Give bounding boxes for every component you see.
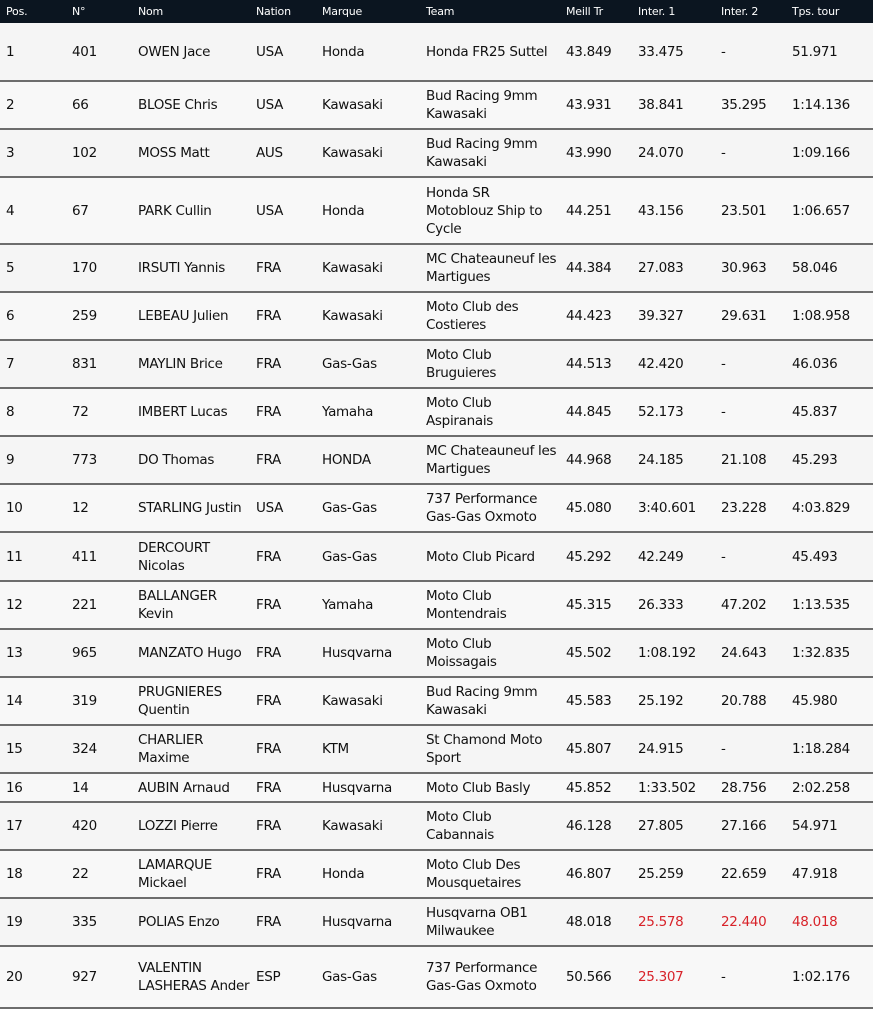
cell-pos: 17: [0, 802, 66, 850]
cell-best-lap: 43.990: [560, 129, 632, 177]
cell-lap-time: 45.837: [786, 388, 873, 436]
cell-best-lap: 46.807: [560, 850, 632, 898]
cell-pos: 6: [0, 292, 66, 340]
cell-brand: Kawasaki: [316, 292, 420, 340]
cell-inter-2: 23.501: [715, 177, 786, 244]
table-row[interactable]: [0, 81, 873, 129]
cell-lap-time: 1:14.136: [786, 81, 873, 129]
cell-number: 14: [66, 773, 132, 802]
table-row[interactable]: [0, 484, 873, 532]
cell-number: 324: [66, 725, 132, 773]
cell-pos: 16: [0, 773, 66, 802]
cell-best-lap: 45.502: [560, 629, 632, 677]
cell-nation: FRA: [250, 340, 316, 388]
cell-lap-time: 45.293: [786, 436, 873, 484]
cell-name: PARK Cullin: [132, 177, 250, 244]
cell-inter-2: 35.295: [715, 81, 786, 129]
cell-nation: USA: [250, 484, 316, 532]
cell-number: 67: [66, 177, 132, 244]
cell-number: 420: [66, 802, 132, 850]
header-brand[interactable]: Marque: [322, 5, 363, 18]
table-row[interactable]: [0, 388, 873, 436]
cell-number: 335: [66, 898, 132, 946]
cell-lap-time: 1:13.535: [786, 581, 873, 629]
cell-name: IMBERT Lucas: [132, 388, 250, 436]
cell-pos: 9: [0, 436, 66, 484]
cell-inter-1: 52.173: [632, 388, 715, 436]
cell-name: DO Thomas: [132, 436, 250, 484]
cell-pos: 15: [0, 725, 66, 773]
header-name[interactable]: Nom: [138, 5, 164, 18]
cell-brand: Gas-Gas: [316, 340, 420, 388]
cell-name: AUBIN Arnaud: [132, 773, 250, 802]
table-body: [0, 23, 873, 1008]
cell-team: MC Chateauneuf les Martigues: [420, 436, 560, 484]
cell-best-lap: 45.583: [560, 677, 632, 725]
cell-number: 965: [66, 629, 132, 677]
cell-inter-2: -: [715, 340, 786, 388]
cell-best-lap: 44.384: [560, 244, 632, 292]
cell-team: Honda FR25 Suttel: [420, 23, 560, 81]
cell-brand: Honda: [316, 850, 420, 898]
cell-pos: 5: [0, 244, 66, 292]
cell-name: MANZATO Hugo: [132, 629, 250, 677]
cell-name: MOSS Matt: [132, 129, 250, 177]
cell-nation: FRA: [250, 244, 316, 292]
cell-inter-2: 27.166: [715, 802, 786, 850]
cell-best-lap: 44.968: [560, 436, 632, 484]
cell-brand: Husqvarna: [316, 629, 420, 677]
cell-brand: Kawasaki: [316, 244, 420, 292]
cell-pos: 19: [0, 898, 66, 946]
cell-brand: KTM: [316, 725, 420, 773]
table-row[interactable]: [0, 898, 873, 946]
cell-lap-time: 1:02.176: [786, 946, 873, 1008]
cell-inter-2: -: [715, 23, 786, 81]
cell-name: LOZZI Pierre: [132, 802, 250, 850]
cell-brand: Gas-Gas: [316, 484, 420, 532]
cell-brand: Kawasaki: [316, 129, 420, 177]
cell-team: Husqvarna OB1 Milwaukee: [420, 898, 560, 946]
cell-nation: AUS: [250, 129, 316, 177]
cell-nation: USA: [250, 81, 316, 129]
cell-best-lap: 48.018: [560, 898, 632, 946]
cell-best-lap: 46.128: [560, 802, 632, 850]
cell-team: Moto Club Moissagais: [420, 629, 560, 677]
cell-lap-time: 58.046: [786, 244, 873, 292]
cell-inter-2: -: [715, 532, 786, 581]
cell-inter-1: 25.192: [632, 677, 715, 725]
cell-number: 773: [66, 436, 132, 484]
cell-brand: Gas-Gas: [316, 946, 420, 1008]
cell-brand: Husqvarna: [316, 773, 420, 802]
cell-brand: Kawasaki: [316, 677, 420, 725]
cell-lap-time: 1:32.835: [786, 629, 873, 677]
cell-pos: 1: [0, 23, 66, 81]
cell-inter-1: 25.307: [632, 946, 715, 1008]
cell-pos: 4: [0, 177, 66, 244]
cell-best-lap: 44.423: [560, 292, 632, 340]
cell-inter-2: -: [715, 388, 786, 436]
header-inter-2[interactable]: Inter. 2: [721, 5, 759, 18]
cell-lap-time: 1:09.166: [786, 129, 873, 177]
cell-best-lap: 45.807: [560, 725, 632, 773]
cell-name: BLOSE Chris: [132, 81, 250, 129]
cell-number: 66: [66, 81, 132, 129]
cell-inter-1: 25.578: [632, 898, 715, 946]
cell-lap-time: 1:18.284: [786, 725, 873, 773]
cell-inter-2: 22.440: [715, 898, 786, 946]
cell-inter-1: 25.259: [632, 850, 715, 898]
cell-pos: 13: [0, 629, 66, 677]
cell-lap-time: 1:08.958: [786, 292, 873, 340]
cell-pos: 10: [0, 484, 66, 532]
cell-number: 72: [66, 388, 132, 436]
cell-nation: FRA: [250, 850, 316, 898]
cell-inter-1: 1:08.192: [632, 629, 715, 677]
table-row[interactable]: [0, 802, 873, 850]
cell-name: LEBEAU Julien: [132, 292, 250, 340]
cell-best-lap: 43.931: [560, 81, 632, 129]
cell-inter-2: 20.788: [715, 677, 786, 725]
cell-brand: Gas-Gas: [316, 532, 420, 581]
table-row[interactable]: [0, 946, 873, 1008]
table-row[interactable]: [0, 850, 873, 898]
cell-nation: FRA: [250, 773, 316, 802]
cell-lap-time: 48.018: [786, 898, 873, 946]
cell-number: 170: [66, 244, 132, 292]
header-inter-1[interactable]: Inter. 1: [638, 5, 676, 18]
cell-name: POLIAS Enzo: [132, 898, 250, 946]
cell-inter-2: 47.202: [715, 581, 786, 629]
header-number[interactable]: N°: [72, 5, 86, 18]
cell-team: Moto Club Aspiranais: [420, 388, 560, 436]
cell-number: 22: [66, 850, 132, 898]
cell-pos: 14: [0, 677, 66, 725]
header-pos[interactable]: Pos.: [6, 5, 28, 18]
cell-inter-1: 24.915: [632, 725, 715, 773]
cell-inter-1: 24.070: [632, 129, 715, 177]
cell-lap-time: 51.971: [786, 23, 873, 81]
cell-number: 221: [66, 581, 132, 629]
table-row[interactable]: [0, 340, 873, 388]
cell-number: 927: [66, 946, 132, 1008]
cell-team: 737 Performance Gas-Gas Oxmoto: [420, 946, 560, 1008]
cell-lap-time: 45.980: [786, 677, 873, 725]
table-row[interactable]: [0, 436, 873, 484]
cell-inter-1: 33.475: [632, 23, 715, 81]
cell-lap-time: 45.493: [786, 532, 873, 581]
cell-inter-1: 42.249: [632, 532, 715, 581]
cell-nation: FRA: [250, 292, 316, 340]
cell-inter-1: 1:33.502: [632, 773, 715, 802]
cell-inter-1: 39.327: [632, 292, 715, 340]
cell-team: Moto Club Bruguieres: [420, 340, 560, 388]
table-row[interactable]: [0, 725, 873, 773]
cell-number: 319: [66, 677, 132, 725]
cell-nation: FRA: [250, 581, 316, 629]
cell-inter-1: 43.156: [632, 177, 715, 244]
cell-team: Honda SR Motoblouz Ship to Cycle: [420, 177, 560, 244]
cell-inter-1: 27.805: [632, 802, 715, 850]
cell-brand: Kawasaki: [316, 802, 420, 850]
cell-name: OWEN Jace: [132, 23, 250, 81]
cell-nation: USA: [250, 177, 316, 244]
cell-team: Bud Racing 9mm Kawasaki: [420, 677, 560, 725]
cell-inter-2: 23.228: [715, 484, 786, 532]
cell-number: 831: [66, 340, 132, 388]
cell-lap-time: 54.971: [786, 802, 873, 850]
cell-best-lap: 45.852: [560, 773, 632, 802]
header-best-lap[interactable]: Meill Tr: [566, 5, 603, 18]
cell-pos: 3: [0, 129, 66, 177]
cell-inter-2: 29.631: [715, 292, 786, 340]
table-row[interactable]: [0, 129, 873, 177]
cell-best-lap: 44.513: [560, 340, 632, 388]
cell-team: Moto Club Cabannais: [420, 802, 560, 850]
cell-inter-2: -: [715, 946, 786, 1008]
table-row[interactable]: [0, 677, 873, 725]
cell-nation: ESP: [250, 946, 316, 1008]
cell-lap-time: 1:06.657: [786, 177, 873, 244]
header-team[interactable]: Team: [426, 5, 455, 18]
cell-inter-2: -: [715, 725, 786, 773]
cell-pos: 20: [0, 946, 66, 1008]
cell-nation: FRA: [250, 677, 316, 725]
cell-number: 12: [66, 484, 132, 532]
cell-lap-time: 47.918: [786, 850, 873, 898]
cell-name: VALENTIN LASHERAS Ander: [132, 946, 250, 1008]
cell-lap-time: 2:02.258: [786, 773, 873, 802]
cell-name: PRUGNIERES Quentin: [132, 677, 250, 725]
cell-brand: Husqvarna: [316, 898, 420, 946]
cell-team: MC Chateauneuf les Martigues: [420, 244, 560, 292]
cell-name: STARLING Justin: [132, 484, 250, 532]
cell-pos: 18: [0, 850, 66, 898]
cell-team: Bud Racing 9mm Kawasaki: [420, 129, 560, 177]
table-row[interactable]: [0, 244, 873, 292]
cell-best-lap: 43.849: [560, 23, 632, 81]
cell-inter-2: -: [715, 129, 786, 177]
cell-name: CHARLIER Maxime: [132, 725, 250, 773]
cell-team: Moto Club des Costieres: [420, 292, 560, 340]
cell-lap-time: 4:03.829: [786, 484, 873, 532]
cell-name: DERCOURT Nicolas: [132, 532, 250, 581]
cell-inter-2: 21.108: [715, 436, 786, 484]
cell-best-lap: 44.845: [560, 388, 632, 436]
table-row[interactable]: [0, 532, 873, 581]
table-row[interactable]: [0, 23, 873, 81]
cell-inter-2: 28.756: [715, 773, 786, 802]
cell-team: Moto Club Montendrais: [420, 581, 560, 629]
cell-best-lap: 45.292: [560, 532, 632, 581]
cell-nation: FRA: [250, 532, 316, 581]
cell-brand: Kawasaki: [316, 81, 420, 129]
table-row[interactable]: [0, 773, 873, 802]
cell-team: Moto Club Basly: [420, 773, 560, 802]
cell-brand: Yamaha: [316, 388, 420, 436]
cell-inter-1: 38.841: [632, 81, 715, 129]
cell-team: 737 Performance Gas-Gas Oxmoto: [420, 484, 560, 532]
cell-name: IRSUTI Yannis: [132, 244, 250, 292]
cell-inter-2: 24.643: [715, 629, 786, 677]
cell-nation: FRA: [250, 436, 316, 484]
cell-nation: FRA: [250, 388, 316, 436]
cell-brand: HONDA: [316, 436, 420, 484]
table-header: [0, 0, 873, 23]
cell-team: Moto Club Des Mousquetaires: [420, 850, 560, 898]
cell-name: MAYLIN Brice: [132, 340, 250, 388]
cell-inter-1: 3:40.601: [632, 484, 715, 532]
cell-team: St Chamond Moto Sport: [420, 725, 560, 773]
cell-brand: Honda: [316, 177, 420, 244]
cell-inter-1: 26.333: [632, 581, 715, 629]
cell-inter-2: 30.963: [715, 244, 786, 292]
cell-pos: 12: [0, 581, 66, 629]
cell-pos: 11: [0, 532, 66, 581]
cell-nation: FRA: [250, 725, 316, 773]
cell-best-lap: 50.566: [560, 946, 632, 1008]
cell-lap-time: 46.036: [786, 340, 873, 388]
cell-team: Moto Club Picard: [420, 532, 560, 581]
cell-number: 102: [66, 129, 132, 177]
table-row[interactable]: [0, 581, 873, 629]
cell-name: BALLANGER Kevin: [132, 581, 250, 629]
cell-best-lap: 44.251: [560, 177, 632, 244]
cell-inter-1: 27.083: [632, 244, 715, 292]
cell-brand: Yamaha: [316, 581, 420, 629]
cell-best-lap: 45.080: [560, 484, 632, 532]
cell-pos: 8: [0, 388, 66, 436]
table-row[interactable]: [0, 292, 873, 340]
cell-pos: 7: [0, 340, 66, 388]
cell-nation: FRA: [250, 898, 316, 946]
cell-name: LAMARQUE Mickael: [132, 850, 250, 898]
table-row[interactable]: [0, 629, 873, 677]
cell-inter-1: 42.420: [632, 340, 715, 388]
cell-best-lap: 45.315: [560, 581, 632, 629]
cell-number: 401: [66, 23, 132, 81]
cell-nation: FRA: [250, 629, 316, 677]
cell-inter-2: 22.659: [715, 850, 786, 898]
cell-nation: USA: [250, 23, 316, 81]
cell-number: 411: [66, 532, 132, 581]
cell-nation: FRA: [250, 802, 316, 850]
cell-inter-1: 24.185: [632, 436, 715, 484]
cell-pos: 2: [0, 81, 66, 129]
table-row[interactable]: [0, 177, 873, 244]
header-lap-time[interactable]: Tps. tour: [792, 5, 840, 18]
header-nation[interactable]: Nation: [256, 5, 291, 18]
cell-team: Bud Racing 9mm Kawasaki: [420, 81, 560, 129]
cell-number: 259: [66, 292, 132, 340]
cell-brand: Honda: [316, 23, 420, 81]
